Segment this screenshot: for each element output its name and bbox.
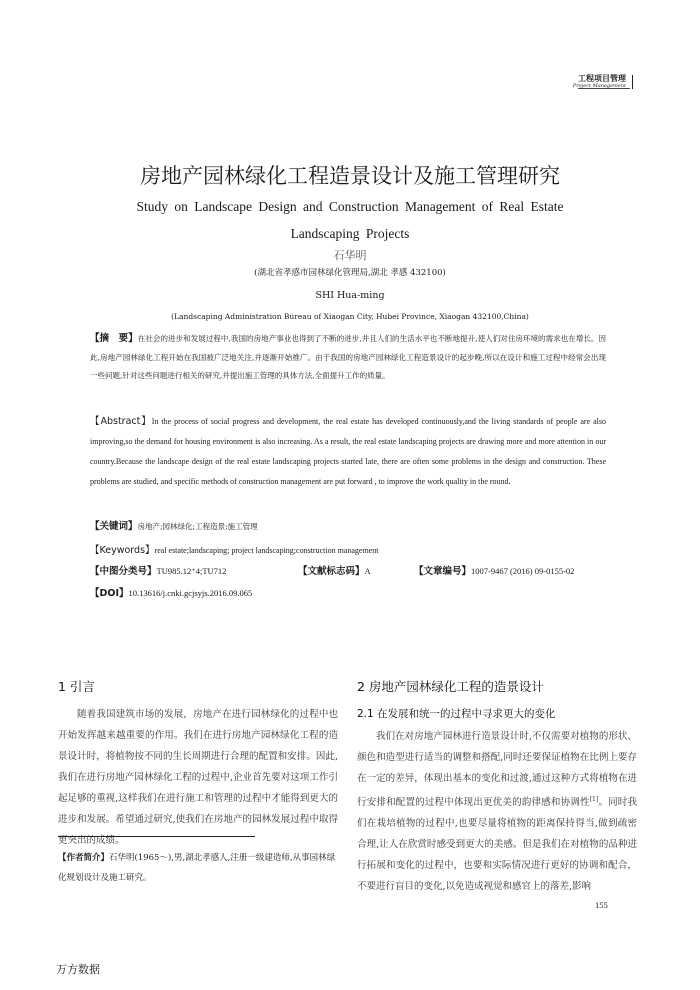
abstract-en-label: 【Abstract】 <box>90 416 152 427</box>
abstract-cn <box>90 330 606 386</box>
section-2-heading: 2 房地产园林绿化工程的造景设计 <box>357 679 544 694</box>
footnote-label: 【作者简介】 <box>58 853 110 863</box>
citation-1: [1] <box>589 796 599 803</box>
author-name-cn: 石华明 <box>333 249 367 262</box>
footnote-text: 石华明(1965～),男,湖北孝感人,注册一级建造师,从事园林绿化规划设计及施工研究。 <box>58 853 336 883</box>
section-1-heading: 1 引言 <box>58 679 95 694</box>
author-footnote <box>58 848 340 888</box>
keywords-en-label: 【Keywords】 <box>90 545 155 556</box>
section-1-paragraph: 随着我国建筑市场的发展，房地产在进行园林绿化的过程中也开始发挥越来越重要的作用。我们在进行房地产园林绿化工程的造景设计时，将植物按不同的生长周期进行合理的配置和安排。因此,我们在进行房地产园林绿化工程的过程中,企业首先要对这项工作引起足够的重视,这样我们在进行施工和管理的过程中才能得到更大的进步和发展。希望通过研究,使我们在房地产的园林发展过程中取得更突出的成绩。 <box>58 709 338 846</box>
title-cn: 房地产园林绿化工程造景设计及施工管理研究 <box>140 164 560 188</box>
doc-code-value: A <box>364 566 371 576</box>
section-2-1-heading: 2.1 在发展和统一的过程中寻求更大的变化 <box>357 708 556 720</box>
section-2-1-paragraph <box>357 726 637 897</box>
author-name-en: SHI Hua-ming <box>315 290 385 301</box>
affiliation-cn: (湖北省孝感市园林绿化管理局,湖北 孝感 432100) <box>254 268 446 278</box>
title-en: Study on Landscape Design and Construction Management of Real Estate Landscaping Projects <box>136 199 564 241</box>
doc-code <box>298 563 371 577</box>
keywords-cn-text: 房地产;园林绿化;工程造景;施工管理 <box>137 522 258 531</box>
keywords-en-text: real estate;landscaping; project landscaping;construction management <box>154 546 379 555</box>
article-number-label: 【文章编号】 <box>414 566 472 577</box>
journal-name-en: Project Management <box>572 82 626 89</box>
article-number <box>414 563 574 577</box>
clc-label: 【中图分类号】 <box>90 566 157 577</box>
clc-number <box>90 563 226 577</box>
abstract-cn-text: 在社会的进步和发展过程中,我国的房地产事业也得到了不断的进步,并且人们的生活水平也不断地提升,使人们对住房环境的需求也在增长。因此,房地产园林绿化工程开始在我国被广泛地关注,并逐渐开始推广。由于我国的房地产园林绿化工程造景设计的起步晚,所以在设计和施工过程中经常会出现一些问题,针对这些问题进行相关的研究,并提出施工管理的具体方法,全面提升工作的质量。 <box>90 334 606 380</box>
doi-value: 10.13616/j.cnki.gcjsyjs.2016.09.065 <box>128 588 253 598</box>
doi-line <box>90 585 252 599</box>
keywords-en <box>90 542 378 556</box>
article-number-value: 1007-9467 (2016) 09-0155-02 <box>471 566 575 576</box>
clc-value: TU985.12⁺4;TU712 <box>156 566 227 576</box>
abstract-en <box>90 412 606 492</box>
keywords-cn-label: 【关键词】 <box>90 521 138 532</box>
left-column <box>58 676 338 851</box>
doc-code-label: 【文献标志码】 <box>298 566 365 577</box>
page-number: 155 <box>595 900 608 910</box>
abstract-cn-label: 【摘 要】 <box>90 333 138 344</box>
right-column <box>357 676 637 897</box>
section-2-1-text-a: 我们在对房地产园林进行造景设计时,不仅需要对植物的形状、颜色和造型进行适当的调整和搭配,同时还要保证植物在比例上要存在一定的差异，体现出基本的变化和过渡,通过这种方式将植物在进行安排和配置的过程中体现出更优美的韵律感和协调性 <box>357 731 637 809</box>
section-2-1-text-b: 。同时我们在栽培植物的过程中,也要尽量将植物的距离保持得当,做到疏密合理,让人在欣赏时感受到更大的美感。但是我们在对植物的品种进行拓展和变化的过程中，也要和实际情况进行更好的协调和配合，不要进行盲目的变化,以免造成视觉和感官上的落差,影响 <box>357 797 637 893</box>
doi-label: 【DOI】 <box>90 588 129 599</box>
wanfang-watermark: 万方数据 <box>56 963 100 976</box>
footnote-rule <box>58 836 255 837</box>
journal-name-cn: 工程项目管理 <box>578 74 626 83</box>
affiliation-en: (Landscaping Administration Bureau of Xiaogan City, Hubei Province, Xiaogan 432100,China) <box>171 312 529 321</box>
abstract-en-text: In the process of social progress and development, the real estate has developed continuously,and the living standards of people are also improving,so the demand for housing environment is also increasing. As a result, the real estate landscaping projects are drawing more and more attention in our country.Because the landscape design of the real estate landscaping projects started late, there are often some problems in the design and construction. These problems are studied, and specific methods of construction management are put forward , to improve the work quality in the round. <box>90 417 606 486</box>
header-rule <box>578 88 630 89</box>
keywords-cn <box>90 518 258 532</box>
